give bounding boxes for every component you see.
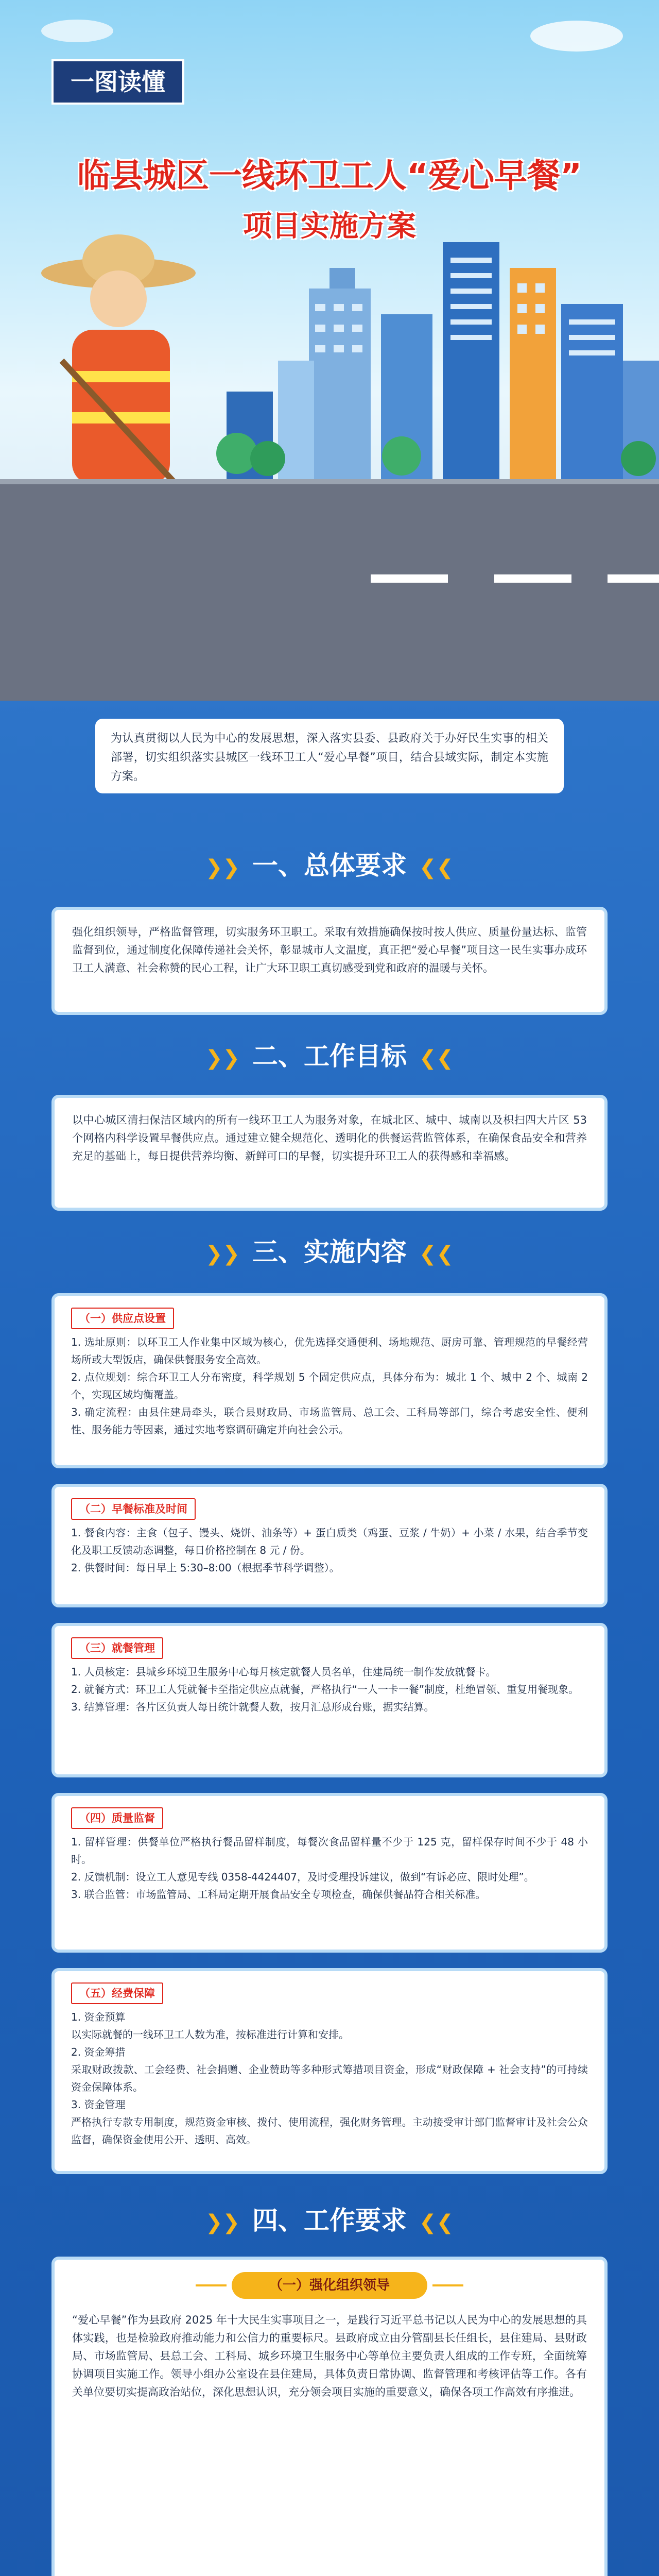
subsection-dining-management — [51, 1623, 608, 1777]
road — [0, 484, 659, 701]
hero-banner — [0, 0, 659, 701]
paragraph: 2. 点位规划：综合环卫工人分布密度，科学规划 5 个固定供应点，具体分布为：城北 1 个、城中 2 个、城南 2 个，实现区域均衡覆盖。 — [71, 1371, 588, 1401]
paragraph: 3. 确定流程：由县住建局牵头，联合县财政局、市场监管局、总工会、工科局等部门，综合考虑安全性、便利性、服务能力等因素，通过实地考察调研确定并向社会公示。 — [71, 1406, 588, 1436]
subsection-breakfast-standard — [51, 1484, 608, 1607]
page-title: 临县城区一线环卫工人“爱心早餐” — [77, 157, 582, 195]
paragraph: 1. 资金预算 — [71, 2011, 126, 2023]
paragraph: 采取财政拨款、工会经费、社会捐赠、企业赞助等多种形式筹措项目资金，形成“财政保障 + 社会支持”的可持续资金保障体系。 — [71, 2063, 588, 2093]
paragraph: 2. 反馈机制：设立工人意见专线 0358-4424407，及时受理投诉建议，做到“有诉必应、限时处理”。 — [71, 1871, 534, 1883]
intro-text: 为认真贯彻以人民为中心的发展思想，深入落实县委、县政府关于办好民生实事的相关部署，切实组织落实县城区一线环卫工人“爱心早餐”项目，结合县域实际，制定本实施方案。 — [95, 719, 564, 793]
paragraph: 1. 留样管理：供餐单位严格执行餐品留样制度，每餐次食品留样量不少于 125 克，留样保存时间不少于 48 小时。 — [71, 1836, 588, 1866]
paragraph: 1. 人员核定：县城乡环境卫生服务中心每月核定就餐人员名单，住建局统一制作发放就餐卡。 — [71, 1666, 496, 1678]
road-marking — [494, 574, 571, 583]
section-heading-3: ❯❯ 三、实施内容 ❮❮ — [205, 1237, 454, 1267]
page-subtitle: 项目实施方案 — [243, 210, 416, 243]
paragraph: 严格执行专款专用制度，规范资金审核、拨付、使用流程，强化财务管理。主动接受审计部门监督审计及社会公众监督，确保资金使用公开、透明、高效。 — [71, 2116, 588, 2146]
paragraph: 3. 结算管理：各片区负责人每日统计就餐人数，按月汇总形成台账，据实结算。 — [71, 1701, 435, 1713]
chevron-left-icon: ❯❯ — [205, 1046, 240, 1070]
chevron-left-icon: ❯❯ — [205, 855, 240, 879]
section-2-body: 以中心城区清扫保洁区域内的所有一线环卫工人为服务对象，在城北区、城中、城南以及枳扫四大片区 53 个网格内科学设置早餐供应点。通过建立健全规范化、透明化的供餐运营监管体系，在确保食品安全和营养充足的基础上，每日提供营养均衡、新鲜可口的早餐，切实提升环卫工人的获得感和幸福感。 — [51, 1095, 608, 1211]
road-marking — [371, 574, 448, 583]
subsection-supply-points — [51, 1293, 608, 1468]
chevron-right-icon: ❮❮ — [419, 2210, 454, 2234]
chevron-right-icon: ❮❮ — [419, 1046, 454, 1070]
section-heading-4: ❯❯ 四、工作要求 ❮❮ — [205, 2206, 454, 2235]
paragraph: 3. 资金管理 — [71, 2098, 126, 2111]
subsection-title: （二）早餐标准及时间 — [71, 1498, 196, 1520]
chevron-left-icon: ❯❯ — [205, 2210, 240, 2234]
paragraph: 2. 就餐方式：环卫工人凭就餐卡至指定供应点就餐，严格执行“一人一卡一餐”制度，杜绝冒领、重复用餐现象。 — [71, 1683, 579, 1696]
section-heading-1: ❯❯ 一、总体要求 ❮❮ — [205, 851, 454, 880]
subsection-title: （五）经费保障 — [71, 1982, 163, 2004]
paragraph: 以实际就餐的一线环卫工人数为准，按标准进行计算和安排。 — [71, 2028, 349, 2041]
requirement-leadership — [51, 2257, 608, 2576]
paragraph: 2. 供餐时间：每日早上 5:30–8:00（根据季节科学调整）。 — [71, 1562, 340, 1574]
paragraph: 2. 资金筹措 — [71, 2046, 126, 2058]
road-marking — [608, 574, 659, 583]
subsection-title: （一）供应点设置 — [71, 1308, 174, 1329]
section-heading-2: ❯❯ 二、工作目标 ❮❮ — [205, 1041, 454, 1071]
section-1-body: 强化组织领导，严格监督管理，切实服务环卫职工。采取有效措施确保按时按人供应、质量份量达标、监管监督到位，通过制度化保障传递社会关怀，彰显城市人文温度，真正把“爱心早餐”项目这一民生实事办成环卫工人满意、社会称赞的民心工程，让广大环卫职工真切感受到党和政府的温暖与关怀。 — [51, 907, 608, 1015]
subsection-quality-supervision — [51, 1793, 608, 1953]
paragraph: 1. 选址原则：以环卫工人作业集中区域为核心，优先选择交通便利、场地规范、厨房可靠、管理规范的早餐经营场所或大型饭店，确保供餐服务安全高效。 — [71, 1336, 588, 1366]
paragraph: 3. 联合监管：市场监管局、工科局定期开展食品安全专项检查，确保供餐品符合相关标准。 — [71, 1888, 486, 1901]
subsection-title: （四）质量监督 — [71, 1807, 163, 1829]
subsection-title: （三）就餐管理 — [71, 1637, 163, 1659]
header-tag: 一图读懂 — [51, 59, 184, 105]
chevron-right-icon: ❮❮ — [419, 855, 454, 879]
subsection-funding — [51, 1968, 608, 2174]
chevron-left-icon: ❯❯ — [205, 1242, 240, 1266]
requirement-label: （一）强化组织领导 — [232, 2272, 427, 2299]
paragraph: “爱心早餐”作为县政府 2025 年十大民生实事项目之一，是践行习近平总书记以人民为中心的发展思想的具体实践，也是检验政府推动能力和公信力的重要标尺。县政府成立由分管副县长任组长，县住建局、县财政局、市场监管局、县总工会、工科局、城乡环境卫生服务中心等单位主要负责人组成的工作专班，全面统筹协调项目实施工作。领导小组办公室设在县住建局，具体负责日常协调、监督管理和考核评估等工作。各有关单位要切实提高政治站位，深化思想认识，充分领会项目实施的重要意义，确保各项工作高效有序推进。 — [72, 2314, 587, 2398]
paragraph: 1. 餐食内容：主食（包子、馒头、烧饼、油条等）+ 蛋白质类（鸡蛋、豆浆 / 牛奶）+ 小菜 / 水果，结合季节变化及职工反馈动态调整，每日价格控制在 8 元 / 份。 — [71, 1527, 588, 1556]
chevron-right-icon: ❮❮ — [419, 1242, 454, 1266]
